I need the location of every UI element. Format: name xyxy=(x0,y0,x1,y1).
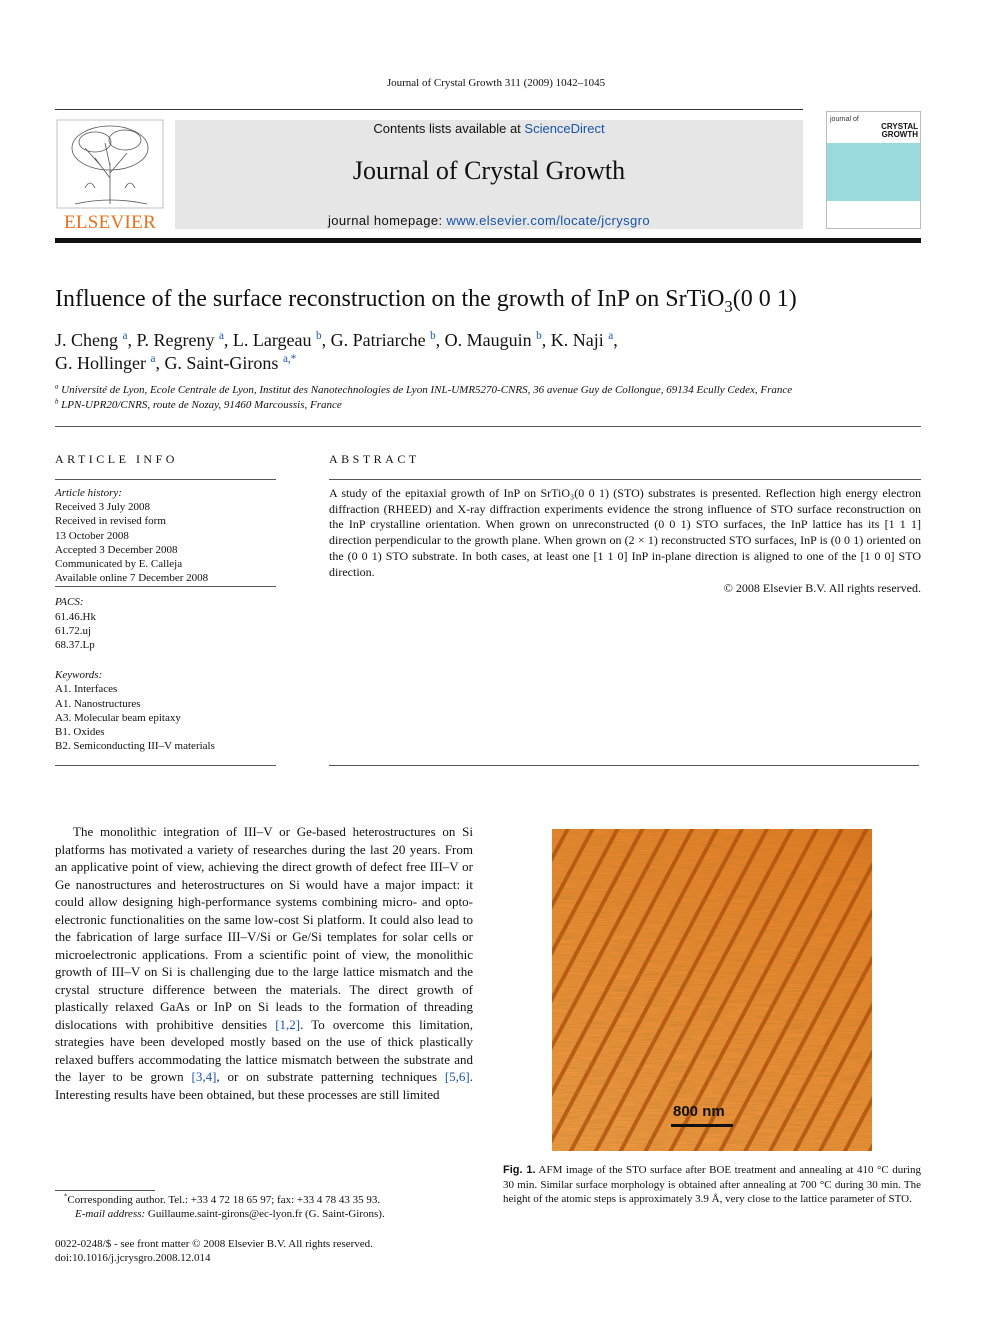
journal-cover-title xyxy=(846,123,918,139)
author[interactable] xyxy=(233,330,331,350)
keyword: A1. Nanostructures xyxy=(55,697,141,710)
divider xyxy=(55,586,276,587)
author-name: K. Naji xyxy=(550,330,604,350)
author-affil-mark[interactable]: a xyxy=(608,330,614,342)
figure-caption xyxy=(503,1163,921,1207)
journal-cover-small: journal of xyxy=(830,116,859,123)
journal-name: Journal of Crystal Growth xyxy=(352,156,626,185)
author-name: O. Mauguin xyxy=(444,330,532,350)
email-note xyxy=(55,1207,475,1221)
author-affil-mark[interactable]: b xyxy=(536,330,542,342)
author-sep: , xyxy=(613,330,618,350)
corresponding-text: Corresponding author. Tel.: +33 4 72 18 65 97; fax: +33 4 78 43 35 93. xyxy=(67,1194,381,1206)
author-sep: , xyxy=(223,330,233,350)
article-title xyxy=(55,286,935,316)
corresponding-author-note xyxy=(55,1193,475,1207)
front-matter xyxy=(55,1237,475,1265)
affiliation-mark: b xyxy=(55,398,59,406)
affiliations xyxy=(55,383,935,413)
history-item: Available online 7 December 2008 xyxy=(55,572,209,585)
title-end: (0 0 1) xyxy=(732,286,797,312)
keywords-label: Keywords: xyxy=(55,669,103,682)
homepage-line xyxy=(175,213,803,228)
footnote-rule xyxy=(55,1190,155,1191)
author[interactable] xyxy=(551,330,618,350)
affiliation xyxy=(55,383,935,398)
abstract-text: A study of the epitaxial growth of InP on SrTiO₃(0 0 1) (STO) substrates is presented. Reflection high energy electron diffraction (RHEED) and X-ray diffraction experiments evidence the strong influence of STO surface reconstruction on the InP crystalline orientation. When grown on unreconstructed (0 0 1) STO surfaces, the InP lattice has its [1 1 1] direction perpendicular to the growth plane. When grown on (2 × 1) reconstructed STO surfaces, InP is (0 0 1) oriented on the (0 0 1) STO substrate. In both cases, at least one [1 1 0] InP in-plane direction is aligned to one of the [1 0 0] STO direction. xyxy=(329,486,921,579)
email-label: E-mail address: xyxy=(75,1208,146,1220)
affiliation xyxy=(55,398,935,413)
abstract-heading: ABSTRACT xyxy=(329,452,420,466)
header-rule xyxy=(55,109,803,110)
author-name: G. Saint-Girons xyxy=(164,353,279,373)
author[interactable] xyxy=(55,330,136,350)
reference-link[interactable]: [5,6] xyxy=(444,1069,470,1084)
author-affil-mark[interactable]: b xyxy=(316,330,322,342)
cover-title-line-1: CRYSTAL xyxy=(881,122,918,131)
history-item: Communicated by E. Calleja xyxy=(55,558,183,571)
caption-text: AFM image of the STO surface after BOE treatment and annealing at 410 °C during 30 min. Similar surface morphology is obtained after annealing at 700 °C during 30 min. The height of the atomic steps is approximately 3.9 Å, very close to the lattice parameter of STO. xyxy=(503,1164,921,1205)
reference-link[interactable]: [3,4] xyxy=(191,1069,217,1084)
spacer xyxy=(55,652,276,668)
author-affil-mark[interactable]: a xyxy=(218,330,224,342)
divider xyxy=(329,765,919,766)
header-thick-rule xyxy=(55,238,921,243)
author-affil-mark[interactable]: a xyxy=(150,353,156,365)
author-affil-mark[interactable]: a xyxy=(122,330,128,342)
contents-prefix: Contents lists available at xyxy=(373,121,525,136)
author-name: L. Largeau xyxy=(232,330,312,350)
issn-line: 0022-0248/$ - see front matter © 2008 Elsevier B.V. All rights reserved. xyxy=(55,1238,373,1250)
title-subscript: 3 xyxy=(724,296,733,316)
body-text: . Interesting results have been obtained, but these processes are still limited xyxy=(55,1069,473,1102)
pacs-item: 61.72.uj xyxy=(55,624,92,637)
author-sep: , xyxy=(127,330,137,350)
body-text: The monolithic integration of III–V or Ge-based heterostructures on Si platforms has motivated a variety of researches during the last 20 years. From an applicative point of view, achieving the direct growth of defect free III–V or Ge nanostructures and heterostructures on Si would have a major impact: it could allow designing high-performance systems combining micro- and opto-electronic functionalities on the same low-cost Si platform. It could also lead to the fabrication of large surface III–V/Si or Ge/Si templates for solar cells or microelectronic applications. From a scientific point of view, the monolithic growth of III–V on Si is challenging due to the large lattice mismatch and the crystal structure difference between the materials. The direct growth of plastically relaxed GaAs or InP on Si leads to the formation of threading dislocations with prohibitive densities xyxy=(55,824,473,1032)
article-info xyxy=(55,486,276,753)
affiliation-mark: a xyxy=(55,383,59,391)
divider xyxy=(329,479,921,480)
author-affil-mark[interactable]: b xyxy=(430,330,436,342)
history-item: 13 October 2008 xyxy=(55,529,129,542)
author-name: J. Cheng xyxy=(55,330,118,350)
history-label: Article history: xyxy=(55,487,122,499)
divider xyxy=(55,479,276,480)
history-item: Accepted 3 December 2008 xyxy=(55,543,178,556)
title-main: Influence of the surface reconstruction on the growth of InP on SrTiO xyxy=(55,286,725,312)
author-list xyxy=(55,329,855,375)
author-affil-mark[interactable]: a,* xyxy=(282,353,297,365)
author[interactable] xyxy=(331,330,445,350)
history-item: Received 3 July 2008 xyxy=(55,501,151,514)
asterisk-mark: * xyxy=(64,1193,68,1201)
author-name: G. Patriarche xyxy=(330,330,426,350)
pacs-item: 68.37.Lp xyxy=(55,639,95,652)
pacs-item: 61.46.Hk xyxy=(55,610,96,623)
contents-line xyxy=(175,121,803,136)
keyword: B1. Oxides xyxy=(55,726,105,739)
journal-citation: Journal of Crystal Growth 311 (2009) 1042–1045 xyxy=(386,77,606,89)
author[interactable] xyxy=(445,330,551,350)
affiliation-text: Université de Lyon, Ecole Centrale de Lyon, Institut des Nanotechnologies de Lyon INL-UMR5270-CNRS, 36 avenue Guy de Collongue, 69134 Ecully Cedex, France xyxy=(61,384,793,396)
author-sep: , xyxy=(435,330,445,350)
abstract-copyright: © 2008 Elsevier B.V. All rights reserved. xyxy=(723,581,921,595)
author-name: G. Hollinger xyxy=(55,353,146,373)
elsevier-wordmark: ELSEVIER xyxy=(63,212,157,233)
author[interactable] xyxy=(55,353,164,373)
journal-cover-band xyxy=(827,143,920,201)
author-sep: , xyxy=(155,353,165,373)
cover-title-line-2: GROWTH xyxy=(881,130,918,139)
affiliation-text: LPN-UPR20/CNRS, route de Nozay, 91460 Marcoussis, France xyxy=(61,399,342,411)
scale-bar-label: 800 nm xyxy=(673,1103,725,1120)
author[interactable] xyxy=(164,353,296,373)
email-address[interactable]: Guillaume.saint-girons@ec-lyon.fr (G. Saint-Girons). xyxy=(145,1208,385,1220)
pacs-label: PACS: xyxy=(55,596,84,609)
reference-link[interactable]: [1,2] xyxy=(275,1016,301,1032)
author-sep: , xyxy=(321,330,331,350)
keyword: B2. Semiconducting III–V materials xyxy=(55,740,215,753)
body-paragraph xyxy=(55,823,473,1103)
author-sep: , xyxy=(541,330,551,350)
caption-label: Fig. 1. xyxy=(503,1164,536,1176)
doi-line[interactable]: doi:10.1016/j.jcrysgro.2008.12.014 xyxy=(55,1252,211,1264)
history-item: Received in revised form xyxy=(55,515,166,528)
homepage-link[interactable]: www.elsevier.com/locate/jcrysgro xyxy=(446,213,651,228)
divider xyxy=(55,426,921,427)
homepage-prefix: journal homepage: xyxy=(327,213,447,228)
keyword: A1. Interfaces xyxy=(55,683,118,696)
author-name: P. Regreny xyxy=(136,330,215,350)
body-text: , or on substrate patterning techniques xyxy=(216,1069,445,1084)
article-info-heading: ARTICLE INFO xyxy=(55,452,178,466)
author[interactable] xyxy=(136,330,232,350)
divider xyxy=(55,765,276,766)
sciencedirect-link[interactable]: ScienceDirect xyxy=(524,121,605,136)
footnotes xyxy=(55,1193,475,1221)
body-text: . To overcome this limitation, strategies have been developed mostly based on the use of thick plastically relaxed buffers accommodating the lattice mismatch between the substrate and the layer to be grown xyxy=(55,1016,473,1084)
keyword: A3. Molecular beam epitaxy xyxy=(55,711,181,724)
scale-bar xyxy=(671,1124,733,1127)
